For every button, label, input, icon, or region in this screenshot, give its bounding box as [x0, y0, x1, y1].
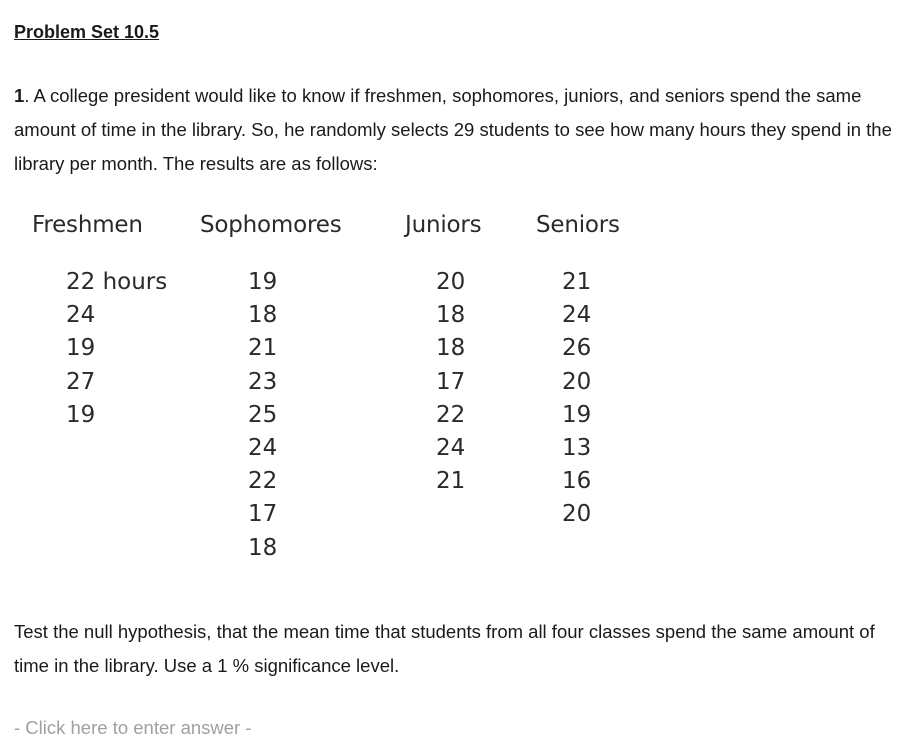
column-header-freshmen: Freshmen: [32, 212, 143, 238]
problem-set-title: Problem Set 10.5: [14, 22, 160, 42]
table-cell: 19: [66, 335, 96, 362]
table-cell: 18: [248, 302, 278, 329]
table-cell: 20: [562, 501, 592, 528]
column-header-seniors: Seniors: [536, 212, 620, 238]
table-cell: 22: [436, 401, 466, 428]
library-hours-table: [0, 200, 660, 575]
table-cell: 22 hours: [66, 269, 168, 295]
table-cell: 21: [436, 468, 466, 495]
table-cell: 18: [436, 302, 466, 329]
table-cell: 24: [562, 302, 592, 329]
table-cell: 19: [562, 401, 592, 428]
table-cell: 16: [562, 468, 592, 495]
column-header-juniors: Juniors: [405, 212, 482, 238]
column-values-juniors: [436, 266, 465, 498]
answer-input-placeholder[interactable]: - Click here to enter answer -: [14, 717, 252, 738]
table-cell: 18: [436, 335, 466, 362]
table-cell: 27: [66, 368, 96, 395]
table-cell: 17: [248, 501, 278, 528]
table-cell: 17: [436, 368, 466, 395]
table-cell: 21: [248, 335, 278, 362]
hypothesis-instructions: Test the null hypothesis, that the mean time that students from all four classes spend the same amount of time in the library. Use a 1 % significance level.: [14, 621, 875, 676]
table-cell: 22: [248, 468, 278, 495]
column-values-freshmen: [66, 266, 167, 432]
table-cell: 20: [436, 269, 466, 295]
table-cell: 26: [562, 335, 592, 362]
question-number: 1: [14, 85, 25, 106]
question-text: . A college president would like to know if freshmen, sophomores, juniors, and seniors spend the same amount of time in the library. So, he randomly selects 29 students to see how many hours they spend in the library per month. The results are as follows:: [14, 85, 892, 174]
question-1: [14, 79, 910, 181]
table-cell: 19: [248, 269, 278, 295]
table-cell: 21: [562, 269, 592, 295]
table-cell: 13: [562, 435, 592, 462]
table-cell: 20: [562, 368, 592, 395]
column-values-seniors: [562, 266, 591, 532]
table-cell: 18: [248, 534, 278, 561]
table-cell: 25: [248, 401, 278, 428]
table-cell: 23: [248, 368, 278, 395]
table-cell: 24: [66, 302, 96, 329]
column-header-sophomores: Sophomores: [200, 212, 342, 238]
table-cell: 24: [248, 435, 278, 462]
table-cell: 19: [66, 401, 96, 428]
column-values-sophomores: [248, 266, 277, 565]
table-cell: 24: [436, 435, 466, 462]
